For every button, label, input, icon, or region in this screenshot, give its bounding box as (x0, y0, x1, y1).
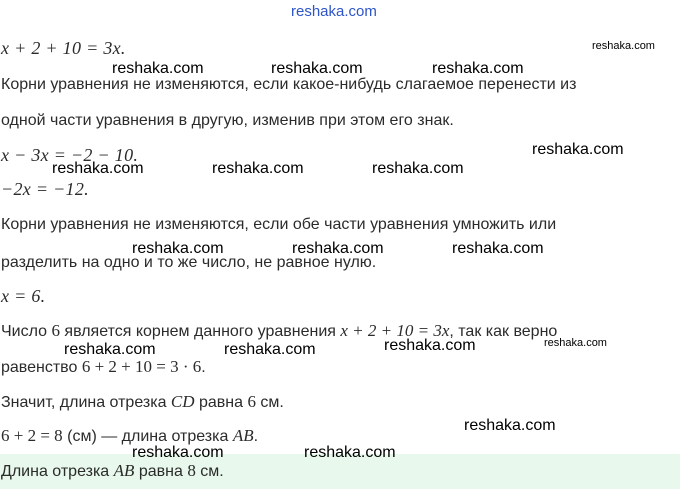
watermark: reshaka.com (464, 417, 556, 434)
equation-1: x + 2 + 10 = 3x. (1, 38, 126, 58)
watermark: reshaka.com (132, 444, 224, 461)
watermark: reshaka.com (372, 160, 464, 177)
answer-suffix: см. (195, 463, 224, 480)
equation-3: −2x = −12. (1, 179, 89, 199)
answer-variable: AB (113, 461, 135, 480)
watermark: reshaka.com (544, 337, 607, 349)
answer-middle: равна (134, 463, 188, 480)
check-2-prefix: равенство (1, 359, 82, 376)
check-line-2 (1, 357, 206, 378)
watermark: reshaka.com (292, 240, 384, 257)
cd-variable: CD (170, 392, 195, 411)
check-1-prefix: Число (1, 323, 52, 340)
rule-1-line-a: Корни уравнения не изменяются, если какое-нибудь слагаемое перенести из (1, 76, 577, 93)
cd-suffix: см. (255, 394, 284, 411)
watermark: reshaka.com (452, 240, 544, 257)
check-2-suffix: . (201, 359, 206, 376)
answer-number: 8 (187, 461, 196, 480)
rule-1-line-b: одной части уравнения в другую, изменив при этом его знак. (1, 112, 454, 129)
cd-number: 6 (247, 392, 256, 411)
watermark: reshaka.com (112, 60, 204, 77)
header-watermark: reshaka.com (291, 3, 377, 20)
equation-4: x = 6. (1, 286, 46, 306)
watermark: reshaka.com (432, 60, 524, 77)
watermark: reshaka.com (592, 40, 655, 52)
check-1-equation: x + 2 + 10 = 3x (340, 321, 450, 340)
ab-unit-text: (см) — длина отрезка (62, 428, 233, 445)
watermark: reshaka.com (132, 240, 224, 257)
ab-suffix: . (253, 428, 259, 445)
rule-2-line-b: разделить на одно и то же число, не равное нулю. (1, 254, 377, 271)
check-1-middle: является корнем данного уравнения (59, 323, 341, 340)
watermark: reshaka.com (271, 60, 363, 77)
answer-prefix: Длина отрезка (1, 463, 114, 480)
ab-variable: AB (232, 426, 254, 445)
watermark: reshaka.com (532, 141, 624, 158)
watermark: reshaka.com (52, 160, 144, 177)
cd-length-line (1, 392, 284, 413)
rule-2-line-a: Корни уравнения не изменяются, если обе части уравнения умножить или (1, 216, 557, 233)
watermark: reshaka.com (384, 337, 476, 354)
watermark: reshaka.com (224, 341, 316, 358)
cd-prefix: Значит, длина отрезка (1, 394, 171, 411)
watermark: reshaka.com (304, 444, 396, 461)
check-2-equation: 6 + 2 + 10 = 3 · 6 (81, 357, 202, 376)
check-1-suffix: , так как верно (449, 323, 558, 340)
equation-2: x − 3x = −2 − 10. (1, 145, 139, 165)
check-1-number: 6 (51, 321, 60, 340)
ab-equation: 6 + 2 = 8 (1, 426, 63, 445)
watermark: reshaka.com (212, 160, 304, 177)
answer-line (1, 461, 224, 482)
cd-middle: равна (194, 394, 248, 411)
watermark: reshaka.com (64, 341, 156, 358)
